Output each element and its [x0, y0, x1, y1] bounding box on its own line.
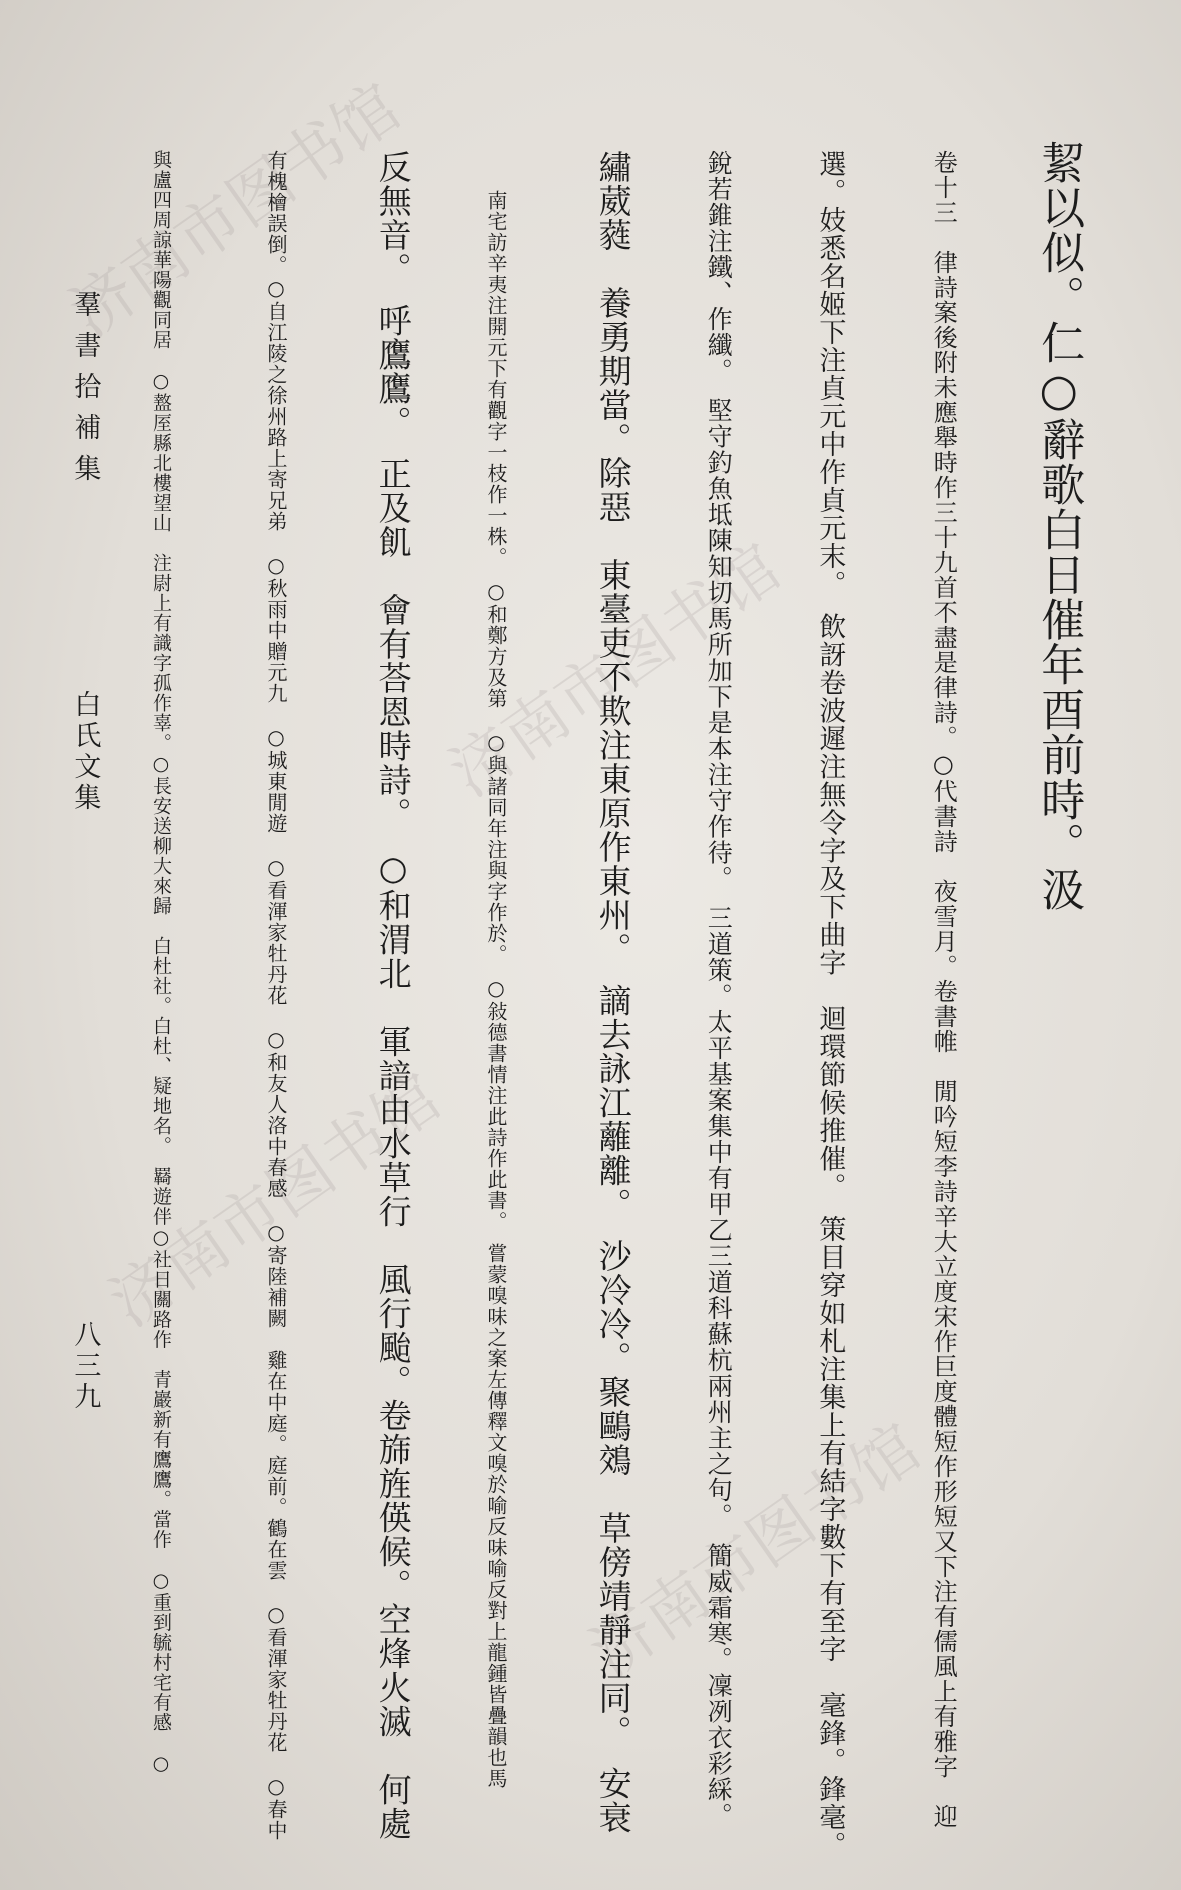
text-column-7: 反無音。 呼鷹鷹。 正及飢 會有荅恩時詩。 ○和渭北 軍諳由水草行 風行颱。卷旆旌偀候。空烽火滅 何處 — [373, 150, 413, 1841]
text-column-2: 卷十三 律詩案後附未應舉時作三十九首不盡是律詩。○代書詩 夜雪月。卷書帷 閒吟短李詩辛大立度宋作巨度體短作形短又下注有儒風上有雅字 迎 — [929, 150, 958, 1829]
text-column-3: 選。妓悉名姬下注貞元中作貞元末。 飲訝卷波遲注無令字及下曲字 迴環節候推催。 策目穿如札注集上有結字數下有至字 毫鋒。鋒毫。 — [814, 150, 846, 1859]
text-column-6: 南宅訪辛夷注開元下有觀字一枝作一株。 ○和鄭方及第 ○與諸同年注與字作於。 ○敍德書情注此詩作此書。 嘗蒙嗅味之案左傳釋文嗅於喻反味喻反對上龍鍾皆疊韻也馬 — [484, 190, 508, 1789]
watermark-stamp: 济南市图书馆 — [576, 1410, 934, 1692]
book-title: 羣書拾補集 — [69, 290, 101, 495]
text-column-1: 絜以似。仁○辭歌白日催年酉前時。汲 — [1033, 140, 1085, 912]
text-column-5: 繡葳蕤 養勇期當。除惡 東臺吏不欺注東原作東州。 謫去詠江蘺離。 沙冷冷。聚鷗鵁 草傍靖靜注同。 安衰 — [593, 150, 633, 1835]
text-column-4: 銳若錐注鐵、作纖。 堅守釣魚坻陳知切馬所加下是本注守作待。 三道策。太平基案集中有甲乙三道科蘇杭兩州主之句。 簡威霜寒。凜冽衣彩綵。 — [704, 150, 734, 1829]
watermark-stamp: 济南市图书馆 — [96, 1060, 454, 1342]
text-column-8: 有槐檜誤倒。○自江陵之徐州路上寄兄弟 ○秋雨中贈元九 ○城東閒遊 ○看渾家牡丹花 ○和友人洛中春感 ○寄陸補闕 雞在中庭。庭前。鶴在雲 ○看渾家牡丹花 ○春中 — [264, 150, 288, 1841]
watermark-stamp: 济南市图书馆 — [56, 70, 414, 352]
page-number: 八三九 — [69, 1320, 101, 1413]
watermark-stamp: 济南市图书馆 — [436, 530, 794, 812]
section-title: 白氏文集 — [69, 690, 101, 814]
text-column-9: 與盧四周諒華陽觀同居 ○盩厔縣北樓望山 注尉上有識字孤作辜。○長安送柳大來歸 白杜社。白杜、疑地名。 羇遊伴○社日關路作 青巖新有鷹鷹。當作 ○重到毓村宅有感 ○ — [149, 150, 172, 1776]
